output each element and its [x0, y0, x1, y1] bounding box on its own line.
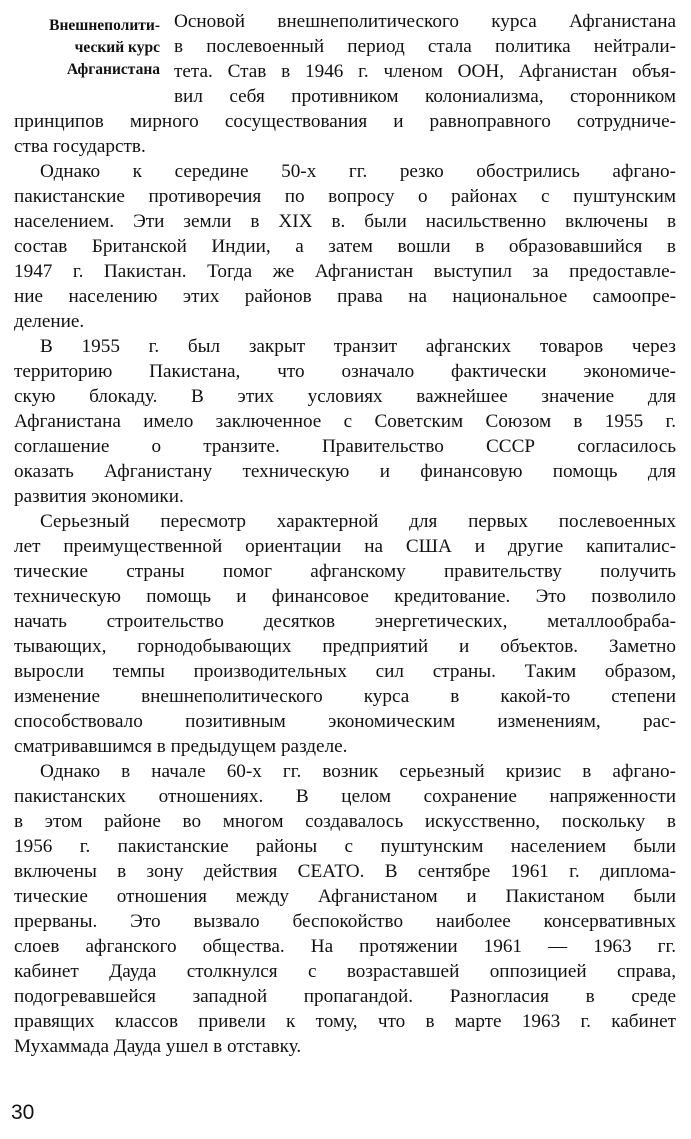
- text-line: 1947 г. Пакистан. Тогда же Афганистан выступил за предоставле-: [14, 261, 676, 282]
- text-line: деление.: [14, 311, 85, 332]
- text-line: состав Британской Индии, а затем вошли в образовавшийся в: [14, 236, 676, 257]
- text-line: подогревавшейся западной пропагандой. Разногласия в среде: [14, 986, 676, 1007]
- text-line: населением. Эти земли в XIX в. были насильственно включены в: [14, 211, 676, 232]
- text-line: изменение внешнеполитического курса в какой-то степени: [14, 686, 676, 707]
- text-line: вил себя противником колониализма, сторонником: [174, 86, 676, 107]
- text-line: выросли темпы производительных сил страны. Таким образом,: [14, 661, 676, 682]
- text-line: развития экономики.: [14, 486, 184, 507]
- text-line: Однако в начале 60-х гг. возник серьезный кризис в афгано-: [40, 761, 676, 782]
- side-heading-line: Афганистана: [66, 61, 160, 78]
- page-number: 30: [11, 1101, 35, 1124]
- text-line: В 1955 г. был закрыт транзит афганских товаров через: [40, 336, 676, 357]
- text-line: ства государств.: [14, 136, 146, 157]
- text-line: в этом районе во многом создавалось искусственно, поскольку в: [14, 811, 676, 832]
- text-line: Мухаммада Дауда ушел в отставку.: [14, 1036, 302, 1057]
- text-line: в послевоенный период стала политика нейтрали-: [174, 36, 676, 57]
- text-line: Серьезный пересмотр характерной для первых послевоенных: [40, 511, 676, 532]
- text-line: территорию Пакистана, что означало фактически экономиче-: [14, 361, 676, 382]
- text-line: способствовало позитивным экономическим изменениям, рас-: [14, 711, 676, 732]
- text-line: 1956 г. пакистанские районы с пуштунским населением были: [14, 836, 676, 857]
- text-line: тывающих, горнодобывающих предприятий и объектов. Заметно: [14, 636, 676, 657]
- text-line: тические страны помог афганскому правительству получить: [14, 561, 676, 582]
- text-line: лет преимущественной ориентации на США и другие капиталис-: [14, 536, 676, 557]
- side-heading-line: Внешнеполити-: [49, 17, 160, 34]
- text-line: оказать Афганистану техническую и финансовую помощь для: [14, 461, 676, 482]
- text-line: ние населению этих районов права на национальное самоопре-: [14, 286, 676, 307]
- text-line: включены в зону действия СЕАТО. В сентябре 1961 г. диплома-: [14, 861, 676, 882]
- text-line: слоев афганского общества. На протяжении 1961 — 1963 гг.: [14, 936, 676, 957]
- text-line: тические отношения между Афганистаном и Пакистаном были: [14, 886, 676, 907]
- text-line: тета. Став в 1946 г. членом ООН, Афганистан объя-: [174, 61, 676, 82]
- text-line: правящих классов привели к тому, что в марте 1963 г. кабинет: [14, 1011, 676, 1032]
- text-line: техническую помощь и финансовое кредитование. Это позволило: [14, 586, 676, 607]
- text-line: Основой внешнеполитического курса Афганистана: [174, 11, 676, 32]
- text-line: принципов мирного сосуществования и равноправного сотрудниче-: [14, 111, 676, 132]
- text-line: Афганистана имело заключенное с Советским Союзом в 1955 г.: [14, 411, 676, 432]
- text-line: сматривавшимся в предыдущем разделе.: [14, 736, 348, 757]
- text-line: соглашение о транзите. Правительство СССР согласилось: [14, 436, 676, 457]
- side-heading-line: ческий курс: [74, 39, 160, 56]
- text-line: Однако к середине 50-х гг. резко обострились афгано-: [40, 161, 676, 182]
- side-heading: [20, 15, 160, 81]
- text-line: прерваны. Это вызвало беспокойство наиболее консервативных: [14, 911, 676, 932]
- text-line: пакистанских отношениях. В целом сохранение напряженности: [14, 786, 676, 807]
- text-line: начать строительство десятков энергетических, металлообраба-: [14, 611, 676, 632]
- text-line: пакистанские противоречия по вопросу о районах с пуштунским: [14, 186, 676, 207]
- text-line: скую блокаду. В этих условиях важнейшее значение для: [14, 386, 676, 407]
- text-line: кабинет Дауда столкнулся с возраставшей оппозицией справа,: [14, 961, 676, 982]
